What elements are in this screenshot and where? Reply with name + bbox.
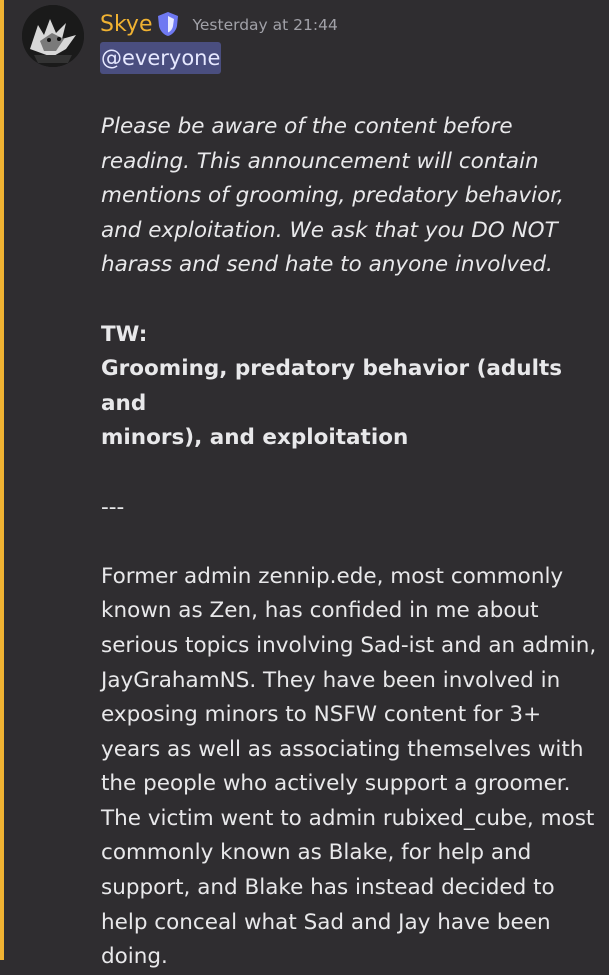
body-line: help conceal what Sad and Jay have been bbox=[101, 909, 551, 935]
mention-highlight-bar bbox=[0, 0, 4, 960]
everyone-mention[interactable]: @everyone bbox=[100, 42, 221, 74]
message-body bbox=[101, 560, 601, 975]
body-line: known as Zen, has confided in me about bbox=[101, 598, 539, 624]
body-line: doing. bbox=[101, 944, 168, 970]
author-name[interactable]: Skye bbox=[100, 11, 153, 37]
body-line: commonly known as Blake, for help and bbox=[101, 840, 532, 866]
shield-icon[interactable] bbox=[157, 11, 179, 37]
body-line: support, and Blake has instead decided to bbox=[101, 875, 555, 901]
tw-line: minors), and exploitation bbox=[101, 425, 409, 451]
warning-line: Please be aware of the content before bbox=[101, 114, 513, 139]
tw-heading: TW: bbox=[101, 321, 148, 347]
body-line: years as well as associating themselves with bbox=[101, 736, 584, 762]
message-content bbox=[101, 110, 601, 975]
warning-line: harass and send hate to anyone involved. bbox=[101, 252, 553, 278]
separator: --- bbox=[101, 494, 125, 520]
content-warning bbox=[101, 110, 601, 283]
message-header bbox=[100, 8, 338, 40]
trigger-warning bbox=[101, 318, 601, 456]
warning-line: and exploitation. We ask that you DO NOT bbox=[101, 217, 558, 243]
message-timestamp[interactable]: Yesterday at 21:44 bbox=[192, 16, 338, 34]
body-line: serious topics involving Sad-ist and an admin, bbox=[101, 632, 597, 658]
tw-line: Grooming, predatory behavior (adults and bbox=[101, 356, 563, 416]
body-line: exposing minors to NSFW content for 3+ bbox=[101, 702, 542, 728]
warning-line: reading. This announcement will contain bbox=[101, 148, 539, 174]
warning-line: mentions of grooming, predatory behavior, bbox=[101, 183, 564, 209]
avatar[interactable] bbox=[22, 5, 84, 67]
body-line: the people who actively support a groomer. bbox=[101, 771, 571, 797]
body-line: JayGrahamNS. They have been involved in bbox=[101, 667, 561, 693]
body-line: Former admin zennip.ede, most commonly bbox=[101, 563, 564, 589]
wolf-avatar-icon bbox=[22, 5, 84, 67]
body-line: The victim went to admin rubixed_cube, most bbox=[101, 805, 595, 831]
